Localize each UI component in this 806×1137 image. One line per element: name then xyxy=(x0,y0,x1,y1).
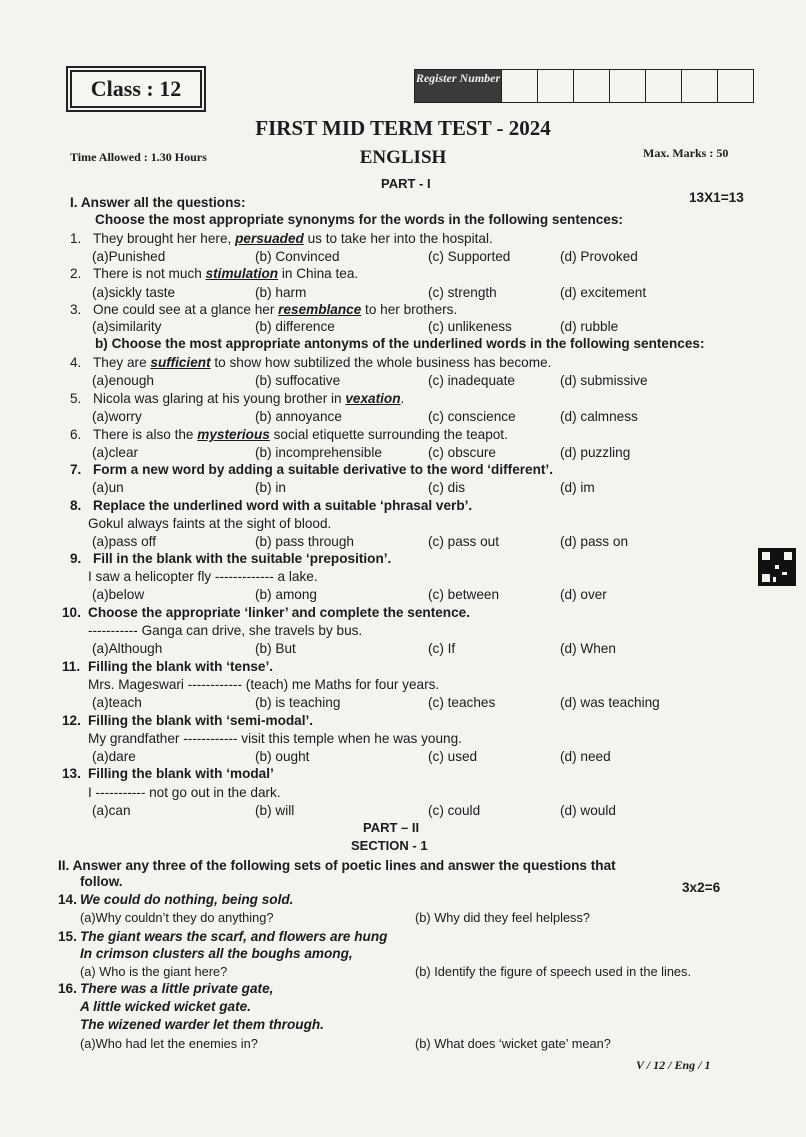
answer-option[interactable]: (d) Provoked xyxy=(560,249,638,264)
question-text: us to take her into the hospital. xyxy=(303,231,493,246)
answer-option[interactable]: (a)pass off xyxy=(92,534,156,549)
question-stem xyxy=(93,391,404,406)
question-text: There is not much xyxy=(93,266,206,281)
answer-option[interactable]: (d) puzzling xyxy=(560,445,631,460)
part1-marks: 13X1=13 xyxy=(689,190,744,205)
underlined-word: vexation xyxy=(345,391,401,406)
question-text: . xyxy=(400,391,405,406)
answer-option[interactable]: (d) over xyxy=(560,587,607,602)
question-number: 6. xyxy=(70,427,82,442)
answer-option[interactable]: (d) would xyxy=(560,803,616,818)
question-text: social etiquette surrounding the teapot. xyxy=(269,427,508,442)
answer-option[interactable]: (d) excitement xyxy=(560,285,647,300)
part1-subinstruction: Choose the most appropriate synonyms for the words in the following sentences: xyxy=(95,212,623,227)
answer-option[interactable]: (d) im xyxy=(560,480,595,495)
question-sentence: I ----------- not go out in the dark. xyxy=(88,785,281,800)
question-stem xyxy=(93,355,551,370)
section1-heading: SECTION - 1 xyxy=(351,838,428,853)
answer-option[interactable]: (c) between xyxy=(428,587,500,602)
question-text: to show how subtilized the whole business has become. xyxy=(210,355,552,370)
sub-question: (b) Why did they feel helpless? xyxy=(415,910,590,925)
question-number: 12. xyxy=(62,713,81,728)
question-stem: Fill in the blank with the suitable ‘preposition’. xyxy=(93,551,392,566)
answer-option[interactable]: (d) When xyxy=(560,641,616,656)
question-stem: Filling the blank with ‘tense’. xyxy=(88,659,274,674)
answer-option[interactable]: (a)worry xyxy=(92,409,142,424)
question-stem: Choose the appropriate ‘linker’ and complete the sentence. xyxy=(88,605,470,620)
answer-option[interactable]: (a)enough xyxy=(92,373,154,388)
answer-option[interactable]: (a)Punished xyxy=(92,249,166,264)
answer-option[interactable]: (a)below xyxy=(92,587,145,602)
answer-option[interactable]: (a)clear xyxy=(92,445,139,460)
question-number: 3. xyxy=(70,302,82,317)
answer-option[interactable]: (b) But xyxy=(255,641,296,656)
underlined-word: mysterious xyxy=(197,427,270,442)
question-number: 16. xyxy=(58,981,77,996)
question-text: There is also the xyxy=(93,427,198,442)
register-cell xyxy=(609,70,645,102)
class-label: Class : 12 xyxy=(70,70,202,108)
register-number-box xyxy=(414,69,754,103)
part1-heading: PART - I xyxy=(381,176,431,191)
sub-question: (a)Why couldn’t they do anything? xyxy=(80,910,274,925)
answer-option[interactable]: (d) submissive xyxy=(560,373,648,388)
question-text: Nicola was glaring at his young brother in xyxy=(93,391,346,406)
max-marks: Max. Marks : 50 xyxy=(643,146,729,160)
register-cell xyxy=(501,70,537,102)
register-cell xyxy=(573,70,609,102)
answer-option[interactable]: (a)dare xyxy=(92,749,136,764)
question-stem: Filling the blank with ‘semi-modal’. xyxy=(88,713,314,728)
question-text: to her brothers. xyxy=(361,302,458,317)
answer-option[interactable]: (b) among xyxy=(255,587,317,602)
question-number: 2. xyxy=(70,266,82,281)
exam-title: FIRST MID TERM TEST - 2024 xyxy=(255,116,551,140)
subject-title: ENGLISH xyxy=(359,147,447,168)
answer-option[interactable]: (a)similarity xyxy=(92,319,162,334)
question-number: 9. xyxy=(70,551,82,566)
question-number: 5. xyxy=(70,391,82,406)
sub-question: (b) What does ‘wicket gate’ mean? xyxy=(415,1036,611,1051)
sub-question: (b) Identify the figure of speech used in the lines. xyxy=(415,964,692,979)
question-sentence: ----------- Ganga can drive, she travels by bus. xyxy=(88,623,363,638)
answer-option[interactable]: (a)teach xyxy=(92,695,142,710)
time-allowed: Time Allowed : 1.30 Hours xyxy=(70,150,207,164)
answer-option[interactable]: (d) pass on xyxy=(560,534,629,549)
answer-option[interactable]: (b) Convinced xyxy=(255,249,340,264)
answer-option[interactable]: (c) strength xyxy=(428,285,497,300)
register-cell xyxy=(717,70,753,102)
question-number: 15. xyxy=(58,929,77,944)
answer-option[interactable]: (d) calmness xyxy=(560,409,638,424)
sub-question: (a)Who had let the enemies in? xyxy=(80,1036,258,1051)
answer-option[interactable]: (a)sickly taste xyxy=(92,285,176,300)
underlined-word: persuaded xyxy=(235,231,304,246)
question-sentence: My grandfather ------------ visit this temple when he was young. xyxy=(88,731,462,746)
register-number-label: Register Number xyxy=(415,70,501,102)
sub-question: (a) Who is the giant here? xyxy=(80,964,228,979)
part2-instruction: II. Answer any three of the following sets of poetic lines and answer the questions that xyxy=(58,858,616,873)
answer-option[interactable]: (b) will xyxy=(255,803,295,818)
question-number: 1. xyxy=(70,231,82,246)
answer-option[interactable]: (c) could xyxy=(428,803,481,818)
answer-option[interactable]: (b) pass through xyxy=(255,534,354,549)
poem-line: We could do nothing, being sold. xyxy=(80,892,294,907)
poem-line: In crimson clusters all the boughs among, xyxy=(80,946,353,961)
poem-line: A little wicked wicket gate. xyxy=(80,999,251,1014)
answer-option[interactable]: (b) ought xyxy=(255,749,310,764)
answer-option[interactable]: (b) difference xyxy=(255,319,335,334)
answer-option[interactable]: (d) was teaching xyxy=(560,695,660,710)
part2-instruction-cont: follow. xyxy=(80,874,123,889)
poem-line: The giant wears the scarf, and flowers are hung xyxy=(80,929,388,944)
question-stem: Filling the blank with ‘modal’ xyxy=(88,766,274,781)
question-number: 10. xyxy=(62,605,81,620)
question-sentence: Gokul always faints at the sight of blood. xyxy=(88,516,332,531)
question-stem: Replace the underlined word with a suitable ‘phrasal verb’. xyxy=(93,498,473,513)
answer-option[interactable]: (d) need xyxy=(560,749,611,764)
question-number: 7. xyxy=(70,462,82,477)
underlined-word: resemblance xyxy=(278,302,362,317)
answer-option[interactable]: (d) rubble xyxy=(560,319,619,334)
answer-option[interactable]: (a)Although xyxy=(92,641,163,656)
answer-option[interactable]: (a)un xyxy=(92,480,124,495)
answer-option[interactable]: (b) in xyxy=(255,480,286,495)
answer-option[interactable]: (b) annoyance xyxy=(255,409,342,424)
answer-option[interactable]: (b) suffocative xyxy=(255,373,341,388)
answer-option[interactable]: (c) dis xyxy=(428,480,466,495)
underlined-word: sufficient xyxy=(150,355,211,370)
poem-line: There was a little private gate, xyxy=(80,981,274,996)
question-number: 4. xyxy=(70,355,82,370)
question-text: in China tea. xyxy=(278,266,359,281)
register-cell xyxy=(681,70,717,102)
answer-option[interactable]: (b) harm xyxy=(255,285,307,300)
question-stem xyxy=(93,266,358,281)
part2-heading: PART – II xyxy=(363,820,420,835)
answer-option[interactable]: (c) pass out xyxy=(428,534,500,549)
answer-option[interactable]: (c) teaches xyxy=(428,695,496,710)
question-sentence: I saw a helicopter fly ------------- a lake. xyxy=(88,569,318,584)
answer-option[interactable]: (c) obscure xyxy=(428,445,496,460)
question-number: 8. xyxy=(70,498,82,513)
question-number: 11. xyxy=(62,659,81,674)
question-text: They are xyxy=(93,355,151,370)
answer-option[interactable]: (c) If xyxy=(428,641,456,656)
underlined-word: stimulation xyxy=(205,266,279,281)
question-number: 14. xyxy=(58,892,77,907)
question-number: 13. xyxy=(62,766,81,781)
answer-option[interactable]: (a)can xyxy=(92,803,131,818)
answer-option[interactable]: (b) is teaching xyxy=(255,695,341,710)
answer-option[interactable]: (c) unlikeness xyxy=(428,319,512,334)
answer-option[interactable]: (c) used xyxy=(428,749,478,764)
question-text: They brought her here, xyxy=(93,231,236,246)
question-stem xyxy=(93,302,457,317)
question-text: One could see at a glance her xyxy=(93,302,279,317)
answer-option[interactable]: (c) Supported xyxy=(428,249,511,264)
answer-option[interactable]: (b) incomprehensible xyxy=(255,445,382,460)
page-footer: V / 12 / Eng / 1 xyxy=(636,1058,711,1072)
register-cell xyxy=(645,70,681,102)
question-stem xyxy=(93,231,493,246)
register-cell xyxy=(537,70,573,102)
question-stem: Form a new word by adding a suitable derivative to the word ‘different’. xyxy=(93,462,553,477)
part2-marks: 3x2=6 xyxy=(682,880,721,895)
part1-antonym-instruction: b) Choose the most appropriate antonyms of the underlined words in the following sentences: xyxy=(95,336,705,351)
answer-option[interactable]: (c) inadequate xyxy=(428,373,515,388)
question-stem xyxy=(93,427,508,442)
qr-code xyxy=(758,548,796,586)
answer-option[interactable]: (c) conscience xyxy=(428,409,516,424)
poem-line: The wizened warder let them through. xyxy=(80,1017,324,1032)
question-sentence: Mrs. Mageswari ------------ (teach) me Maths for four years. xyxy=(88,677,440,692)
part1-instruction: I. Answer all the questions: xyxy=(70,195,246,210)
